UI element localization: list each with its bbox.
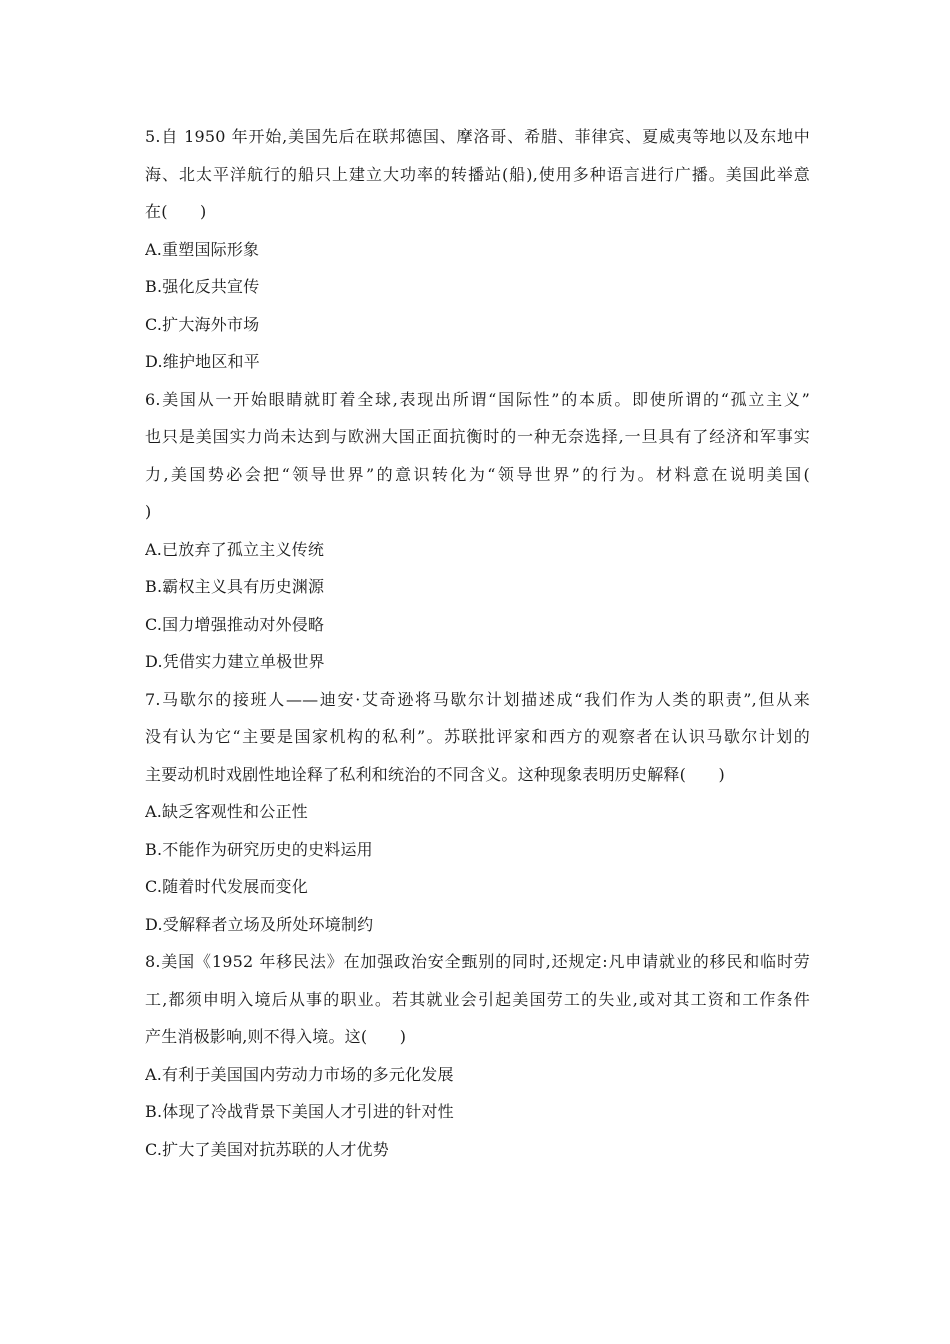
stem-line: 海、北太平洋航行的船只上建立大功率的转播站(船),使用多种语言进行广播。美国此举意	[145, 164, 810, 184]
option-a: A.已放弃了孤立主义传统	[145, 539, 325, 559]
stem-line: 力,美国势必会把“领导世界”的意识转化为“领导世界”的行为。材料意在说明美国(	[145, 464, 810, 484]
stem-line: 产生消极影响,则不得入境。这( )	[145, 1027, 407, 1046]
option-b: B.霸权主义具有历史渊源	[145, 577, 325, 596]
option-c: C.随着时代发展而变化	[145, 877, 308, 896]
question-stem	[145, 381, 810, 531]
stem-line: 主要动机时戏剧性地诠释了私利和统治的不同含义。这种现象表明历史解释( )	[145, 764, 725, 784]
stem-line: 8.美国《1952 年移民法》在加强政治安全甄别的同时,还规定:凡申请就业的移民和临时劳	[145, 952, 810, 971]
stem-line: 5.自 1950 年开始,美国先后在联邦德国、摩洛哥、希腊、菲律宾、夏威夷等地以及东地中	[145, 127, 810, 146]
option-a: A.重塑国际形象	[145, 239, 260, 259]
question-stem	[145, 943, 810, 1056]
option-b: B.不能作为研究历史的史料运用	[145, 839, 373, 859]
stem-line: )	[145, 502, 152, 521]
stem-line: 6.美国从一开始眼睛就盯着全球,表现出所谓“国际性”的本质。即使所谓的“孤立主义”	[145, 389, 810, 409]
stem-line: 也只是美国实力尚未达到与欧洲大国正面抗衡时的一种无奈选择,一旦具有了经济和军事实	[145, 427, 810, 446]
option-b: B.强化反共宣传	[145, 277, 260, 296]
option-c: C.扩大了美国对抗苏联的人才优势	[145, 1139, 389, 1159]
question-stem	[145, 681, 810, 794]
stem-line: 工,都须申明入境后从事的职业。若其就业会引起美国劳工的失业,或对其工资和工作条件	[145, 989, 810, 1009]
option-a: A.有利于美国国内劳动力市场的多元化发展	[145, 1064, 454, 1084]
option-d: D.受解释者立场及所处环境制约	[145, 914, 374, 934]
option-d: D.维护地区和平	[145, 352, 260, 371]
question-stem	[145, 118, 810, 231]
stem-line: 在( )	[145, 202, 207, 221]
stem-line: 7.马歇尔的接班人——迪安·艾奇逊将马歇尔计划描述成“我们作为人类的职责”,但从来	[145, 689, 810, 709]
question-7	[145, 681, 810, 944]
option-c: C.国力增强推动对外侵略	[145, 614, 325, 634]
option-d: D.凭借实力建立单极世界	[145, 652, 325, 671]
option-a: A.缺乏客观性和公正性	[145, 802, 308, 821]
option-b: B.体现了冷战背景下美国人才引进的针对性	[145, 1102, 454, 1121]
question-6	[145, 381, 810, 681]
question-5	[145, 118, 810, 381]
question-list	[145, 118, 810, 1168]
stem-line: 没有认为它“主要是国家机构的私利”。苏联批评家和西方的观察者在认识马歇尔计划的	[145, 727, 810, 746]
question-8	[145, 943, 810, 1168]
option-c: C.扩大海外市场	[145, 314, 260, 334]
